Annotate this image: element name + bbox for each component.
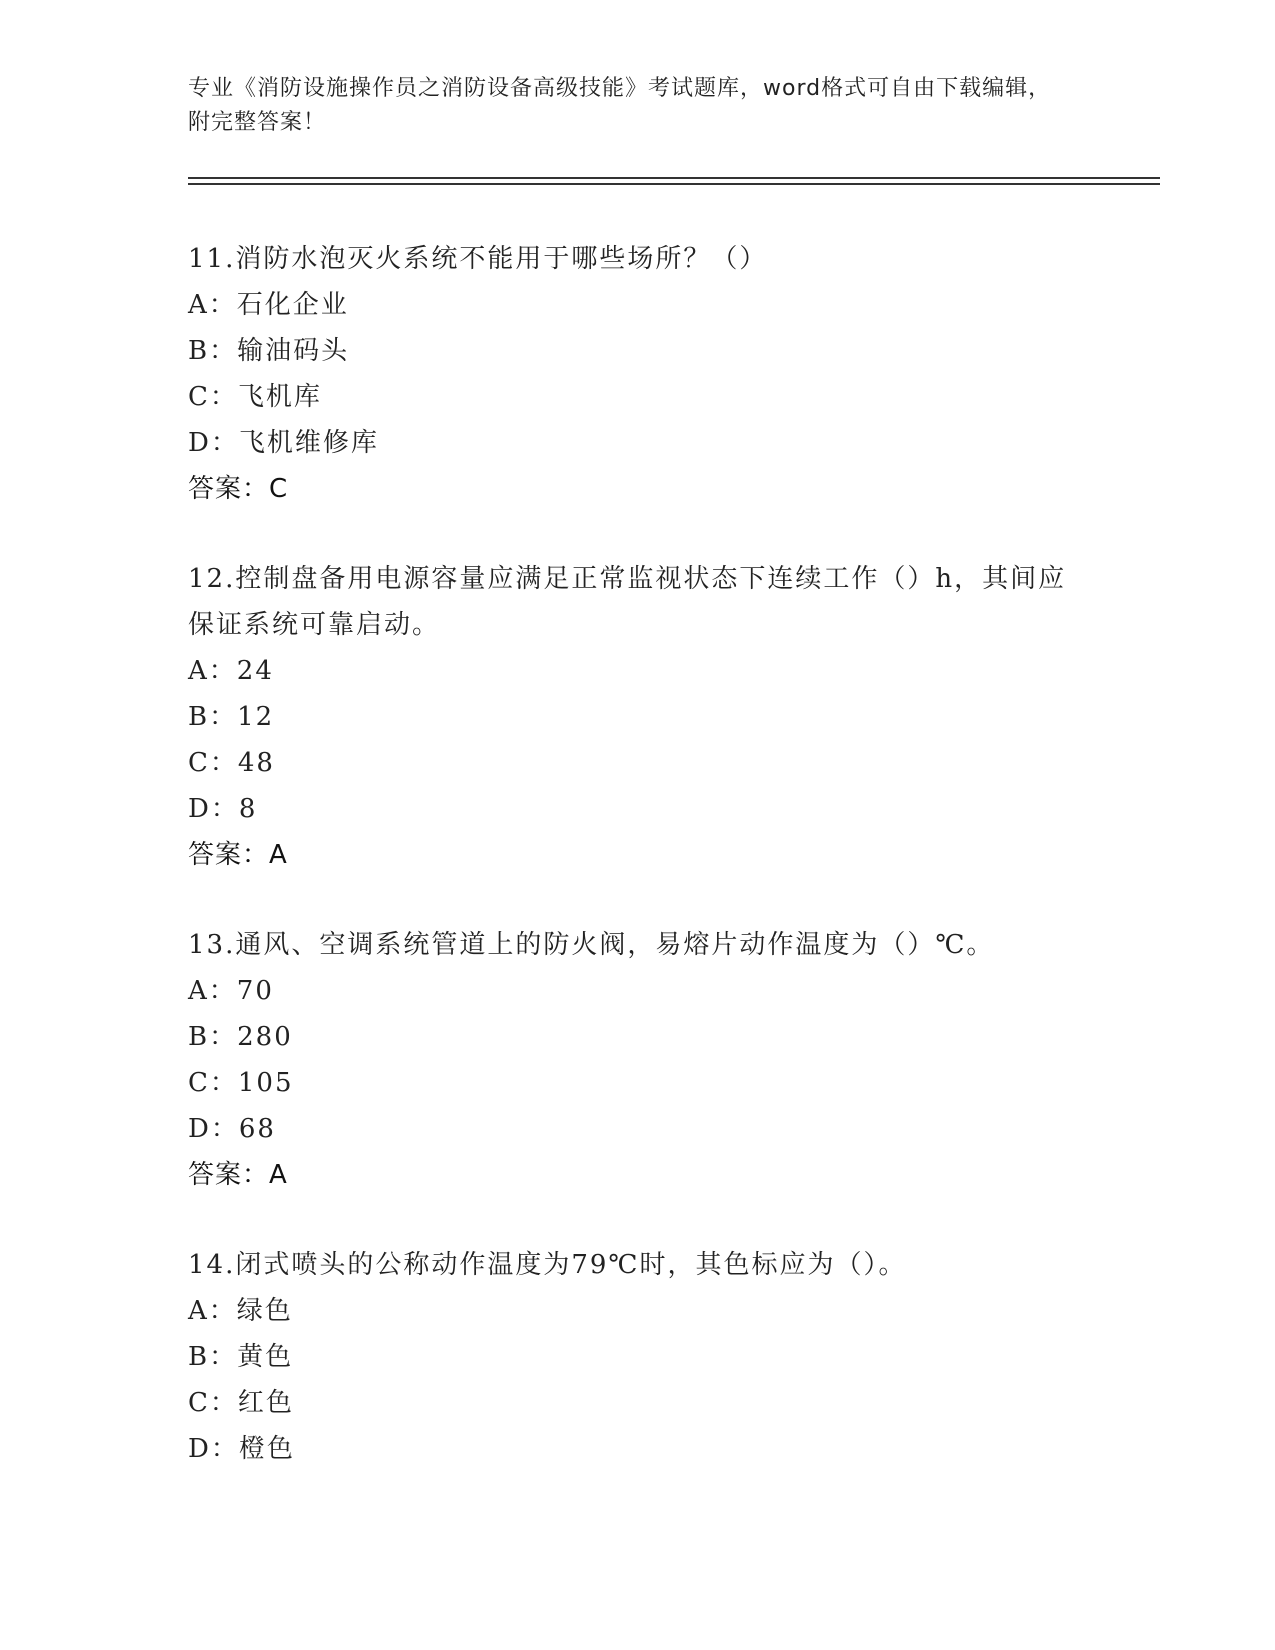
header-divider-top	[188, 177, 1160, 179]
option-b: B：输油码头	[188, 336, 350, 366]
answer-line: 答案：A	[188, 1160, 288, 1190]
option-list	[188, 648, 1088, 832]
option-b: B：12	[188, 702, 275, 732]
question-11	[188, 236, 1088, 512]
answer-line: 答案：C	[188, 474, 289, 504]
option-a: A：70	[188, 976, 274, 1006]
document-header: 专业《消防设施操作员之消防设备高级技能》考试题库，word格式可自由下载编辑，附完整答案！	[188, 76, 1052, 135]
option-d: D：飞机维修库	[188, 428, 379, 458]
option-d: D：68	[188, 1114, 276, 1144]
question-14	[188, 1242, 1088, 1472]
option-list	[188, 282, 1088, 466]
question-stem: 11.消防水泡灭火系统不能用于哪些场所？（）	[188, 244, 768, 274]
option-b: B：黄色	[188, 1342, 294, 1372]
option-d: D：橙色	[188, 1434, 295, 1464]
question-13	[188, 922, 1088, 1198]
option-c: C：飞机库	[188, 382, 322, 412]
header-divider-bottom	[188, 183, 1160, 185]
option-c: C：48	[188, 748, 275, 778]
option-a: A：24	[188, 656, 274, 686]
question-stem: 13.通风、空调系统管道上的防火阀，易熔片动作温度为（）℃。	[188, 930, 995, 960]
question-12	[188, 556, 1088, 878]
option-d: D：8	[188, 794, 258, 824]
option-list	[188, 968, 1088, 1152]
option-a: A：石化企业	[188, 290, 349, 320]
option-list	[188, 1288, 1088, 1472]
option-c: C：红色	[188, 1388, 294, 1418]
question-stem: 12.控制盘备用电源容量应满足正常监视状态下连续工作（）h，其间应保证系统可靠启动。	[188, 564, 1067, 640]
option-b: B：280	[188, 1022, 293, 1052]
option-a: A：绿色	[188, 1296, 293, 1326]
question-stem: 14.闭式喷头的公称动作温度为79℃时，其色标应为（）。	[188, 1250, 907, 1280]
answer-line: 答案：A	[188, 840, 288, 870]
option-c: C：105	[188, 1068, 294, 1098]
